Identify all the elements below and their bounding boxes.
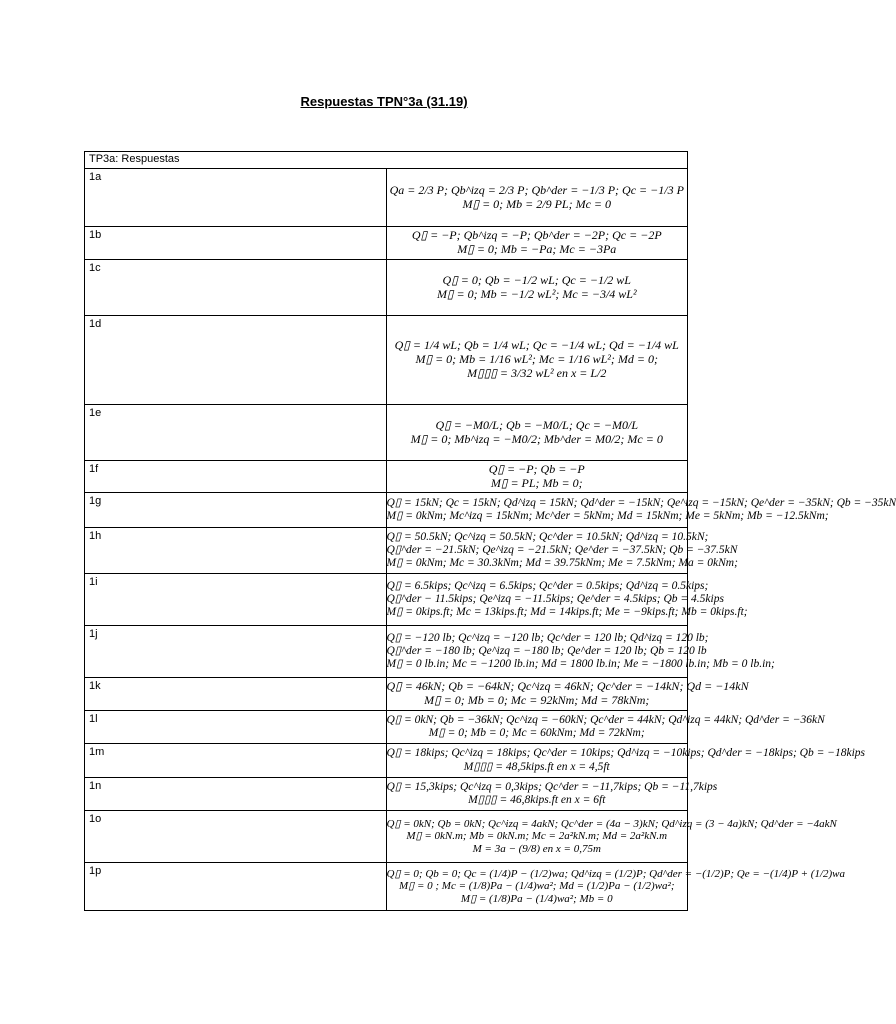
answer-formulas — [386, 461, 688, 493]
formula-line: M▯ = 0; Mb = 1/16 wL²; Mc = 1/16 wL²; Md = 0; — [415, 352, 658, 367]
row-label: 1c — [85, 260, 387, 316]
formula-line: M▯ = 0; Mb = −Pa; Mc = −3Pa — [457, 242, 617, 256]
table-row — [85, 711, 688, 744]
formula-line: Q▯ = −120 lb; Qc^izq = −120 lb; Qc^der = 120 lb; Qd^izq = 120 lb; — [386, 631, 709, 644]
answer-formulas — [386, 811, 837, 863]
table-row — [85, 778, 688, 811]
formula-line: M▯ = 0; Mb = 0; Mc = 92kNm; Md = 78kNm; — [424, 693, 650, 707]
table-row — [85, 169, 688, 227]
formula-line: Q▯^der − 11.5kips; Qe^izq = −11.5kips; Qe^der = 4.5kips; Qb = 4.5kips — [386, 592, 724, 605]
row-label: 1d — [85, 316, 387, 405]
formula-line: M▯ = 0; Mb = 2/9 PL; Mc = 0 — [462, 196, 612, 211]
formula-line: M▯ = 0kNm; Mc = 30.3kNm; Md = 39.75kNm; Me = 7.5kNm; Ma = 0kNm; — [386, 557, 738, 570]
formula-line: Q▯ = 15kN; Qc = 15kN; Qd^izq = 15kN; Qd^der = −15kN; Qe^izq = −15kN; Qe^der = −35kN; Qb = −35kN — [386, 496, 896, 509]
formula-line: Qa = 2/3 P; Qb^izq = 2/3 P; Qb^der = −1/3 P; Qc = −1/3 P — [389, 182, 684, 197]
formula-line: Q▯ = 18kips; Qc^izq = 18kips; Qc^der = 10kips; Qd^izq = −10kips; Qd^der = −18kips; Qb = −18kips — [386, 747, 866, 760]
formula-line: Q▯ = 0; Qb = 0; Qc = (1/4)P − (1/2)wa; Qd^izq = (1/2)P; Qd^der = −(1/2)P; Qe = −(1/4)P + (1/2)wa — [386, 867, 846, 880]
formula-line: M▯ = 0kips.ft; Mc = 13kips.ft; Md = 14kips.ft; Me = −9kips.ft; Mb = 0kips.ft; — [386, 606, 748, 619]
formula-line: M▯ = PL; Mb = 0; — [490, 475, 583, 490]
table-row — [85, 574, 688, 626]
answer-formulas — [386, 169, 688, 227]
table-row — [85, 626, 688, 678]
answer-formulas — [386, 744, 866, 778]
answer-formulas — [386, 574, 748, 626]
answer-formulas — [386, 528, 738, 574]
row-label: 1l — [85, 711, 387, 744]
row-label: 1m — [85, 744, 387, 778]
row-label: 1e — [85, 405, 387, 461]
table-row — [85, 744, 688, 778]
answer-formulas — [386, 405, 688, 461]
formula-line: Q▯^der = −21.5kN; Qe^izq = −21.5kN; Qe^der = −37.5kN; Qb = −37.5kN — [386, 543, 738, 556]
formula-line: M▯▯▯ = 3/32 wL² en x = L/2 — [467, 365, 607, 380]
formula-line: Q▯ = 6.5kips; Qc^izq = 6.5kips; Qc^der = 0.5kips; Qd^izq = 0.5kips; — [386, 579, 709, 592]
formula-line: Q▯ = 46kN; Qb = −64kN; Qc^izq = 46kN; Qc^der = −14kN; Qd = −14kN — [386, 679, 749, 694]
table-header-row — [85, 152, 688, 169]
table-row — [85, 227, 688, 260]
row-label: 1k — [85, 678, 387, 711]
formula-line: M = 3a − (9/8) en x = 0,75m — [472, 842, 601, 855]
table-row — [85, 405, 688, 461]
formula-line: Q▯^der = −180 lb; Qe^izq = −180 lb; Qe^der = 120 lb; Qb = 120 lb — [386, 644, 707, 657]
answer-formulas — [386, 678, 749, 711]
row-label: 1h — [85, 528, 387, 574]
row-label: 1j — [85, 626, 387, 678]
formula-line: Q▯ = −P; Qb^izq = −P; Qb^der = −2P; Qc = −2P — [411, 228, 662, 243]
answer-formulas — [386, 260, 688, 316]
table-row — [85, 678, 688, 711]
formula-line: M▯ = 0; Mb^izq = −M0/2; Mb^der = M0/2; Mc = 0 — [410, 431, 663, 446]
answer-formulas — [386, 778, 718, 811]
answers-table — [84, 151, 896, 911]
formula-line: Q▯ = 15,3kips; Qc^izq = 0,3kips; Qc^der = −11,7kips; Qb = −11,7kips — [386, 780, 718, 793]
formula-line: M▯ = 0 ; Mc = (1/8)Pa − (1/4)wa²; Md = (1/2)Pa − (1/2)wa²; — [398, 880, 675, 893]
formula-line: M▯ = (1/8)Pa − (1/4)wa²; Mb = 0 — [460, 892, 613, 905]
row-label: 1p — [85, 863, 387, 911]
formula-line: Q▯ = 0; Qb = −1/2 wL; Qc = −1/2 wL — [442, 272, 631, 287]
table-row — [85, 260, 688, 316]
row-label: 1n — [85, 778, 387, 811]
table-row — [85, 461, 688, 493]
table-row — [85, 811, 688, 863]
formula-line: Q▯ = 0kN; Qb = 0kN; Qc^izq = 4akN; Qc^der = (4a − 3)kN; Qd^izq = (3 − 4a)kN; Qd^der = −4akN — [386, 817, 837, 830]
table-header: TP3a: Respuestas — [85, 152, 688, 169]
table-row — [85, 493, 688, 528]
row-label: 1i — [85, 574, 387, 626]
answer-formulas — [386, 316, 688, 405]
answer-formulas — [386, 626, 775, 678]
table-row — [85, 316, 688, 405]
row-label: 1g — [85, 493, 387, 528]
formula-line: M▯ = 0; Mb = −1/2 wL²; Mc = −3/4 wL² — [436, 286, 637, 301]
formula-line: M▯ = 0; Mb = 0; Mc = 60kNm; Md = 72kNm; — [428, 727, 645, 739]
formula-line: M▯▯▯ = 46,8kips.ft en x = 6ft — [468, 794, 606, 806]
row-label: 1b — [85, 227, 387, 260]
answer-formulas — [386, 711, 825, 744]
formula-line: Q▯ = 1/4 wL; Qb = 1/4 wL; Qc = −1/4 wL; Qd = −1/4 wL — [394, 338, 679, 353]
page-title: Respuestas TPN°3a (31.19) — [300, 94, 468, 109]
formula-line: M▯ = 0 lb.in; Mc = −1200 lb.in; Md = 1800 lb.in; Me = −1800 lb.in; Mb = 0 lb.in; — [386, 658, 775, 671]
row-label: 1o — [85, 811, 387, 863]
answer-formulas — [386, 863, 846, 911]
answer-formulas — [386, 493, 896, 528]
formula-line: Q▯ = 50.5kN; Qc^izq = 50.5kN; Qc^der = 10.5kN; Qd^izq = 10.5kN; — [386, 530, 709, 543]
formula-line: M▯▯▯ = 48,5kips.ft en x = 4,5ft — [463, 760, 610, 773]
formula-line: M▯ = 0kNm; Mc^izq = 15kNm; Mc^der = 5kNm; Md = 15kNm; Me = 5kNm; Mb = −12.5kNm; — [386, 510, 829, 522]
answer-formulas — [386, 227, 688, 260]
formula-line: Q▯ = 0kN; Qb = −36kN; Qc^izq = −60kN; Qc^der = 44kN; Qd^izq = 44kN; Qd^der = −36kN — [386, 713, 825, 726]
formula-line: Q▯ = −M0/L; Qb = −M0/L; Qc = −M0/L — [435, 417, 639, 432]
table-row — [85, 528, 688, 574]
row-label: 1f — [85, 461, 387, 493]
table-row — [85, 863, 688, 911]
formula-line: Q▯ = −P; Qb = −P — [488, 461, 585, 476]
row-label: 1a — [85, 169, 387, 227]
formula-line: M▯ = 0kN.m; Mb = 0kN.m; Mc = 2a²kN.m; Md = 2a²kN.m — [406, 830, 668, 843]
